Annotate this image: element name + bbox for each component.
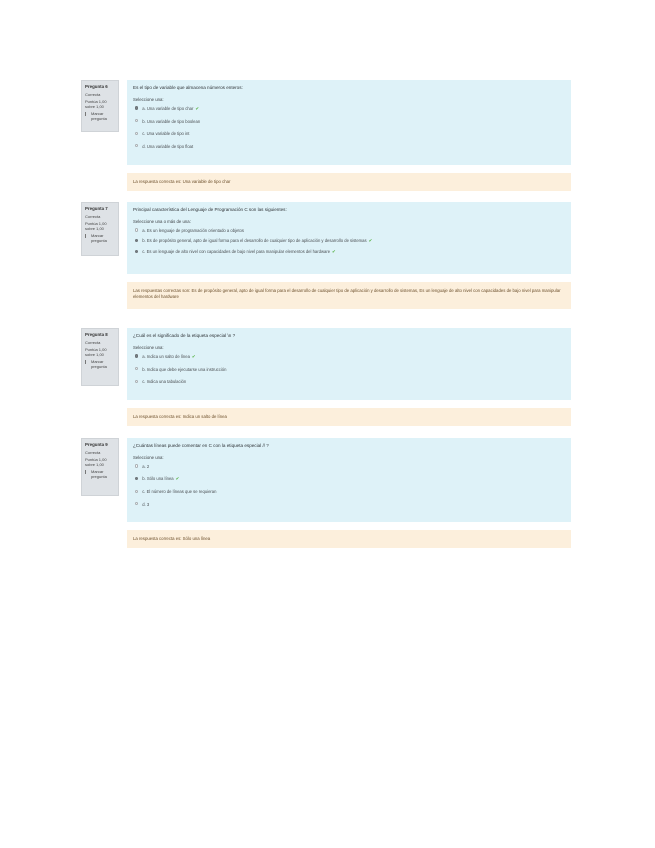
answer-option-label: b. Una variable de tipo boolean xyxy=(142,118,201,124)
question-info-panel xyxy=(81,80,119,132)
question-content xyxy=(127,80,571,191)
correct-check-icon: ✔ xyxy=(368,238,373,244)
flag-question-link[interactable] xyxy=(85,359,115,369)
radio-button[interactable] xyxy=(135,119,138,122)
question-formulation xyxy=(127,202,571,274)
question-formulation xyxy=(127,328,571,400)
question-state: Correcta xyxy=(85,91,101,97)
question-info-panel xyxy=(81,438,119,496)
answer-option[interactable] xyxy=(135,249,565,255)
question-number: Pregunta 8 xyxy=(85,332,108,337)
answer-prompt: Seleccione una o más de una: xyxy=(133,218,191,224)
answer-option-label: c. Indica una tabulación xyxy=(142,379,187,385)
flag-label: Marcar pregunta xyxy=(91,359,107,370)
flag-icon xyxy=(85,234,89,238)
answer-option-label: a. Una variable de tipo char xyxy=(142,105,194,111)
checkbox[interactable] xyxy=(135,228,138,231)
checkbox-checked[interactable] xyxy=(135,239,138,242)
question-text: Principal característica del Lenguaje de Programación C son las siguientes: xyxy=(133,207,287,212)
question-content xyxy=(127,328,571,426)
correct-answer-feedback: Las respuestas correctas son: Es de propósito general, apto de igual forma para el desarrollo de cualquier tipo de aplicación y desarrollo de sistemas, Es un lenguaje de alto nivel con capacidades de bajo nivel para manipular elementos del hardware xyxy=(127,282,571,309)
answer-prompt: Seleccione una: xyxy=(133,454,164,460)
answer-option[interactable] xyxy=(135,379,565,384)
radio-button[interactable] xyxy=(135,144,138,147)
correct-answer-feedback: La respuesta correcta es: Indica un salto de línea xyxy=(127,408,571,426)
flag-label: Marcar pregunta xyxy=(91,233,107,244)
radio-button-selected[interactable] xyxy=(135,477,138,480)
question-state: Correcta xyxy=(85,449,101,455)
question-content xyxy=(127,202,571,309)
correct-check-icon: ✔ xyxy=(175,476,180,482)
question-grade: Puntúa 1,00 sobre 1,00 xyxy=(85,220,107,231)
answer-option[interactable] xyxy=(135,238,565,244)
question-info-panel xyxy=(81,328,119,386)
flag-question-link[interactable] xyxy=(85,469,115,479)
question-grade: Puntúa 1,00 sobre 1,00 xyxy=(85,346,107,357)
answer-option-label: d. 3 xyxy=(142,501,150,507)
question-formulation xyxy=(127,80,571,165)
flag-icon xyxy=(85,470,89,474)
answer-option[interactable] xyxy=(135,131,565,136)
radio-button[interactable] xyxy=(135,502,138,505)
correct-answer-feedback: La respuesta correcta es: Sólo una línea xyxy=(127,530,571,548)
answer-option[interactable] xyxy=(135,476,565,482)
answer-option-label: b. Indica que debe ejecutarse una instrucción xyxy=(142,366,227,372)
question-grade: Puntúa 1,00 sobre 1,00 xyxy=(85,98,107,109)
answer-option-label: c. Es un lenguaje de alto nivel con capacidades de bajo nivel para manipular elementos del hardware xyxy=(142,249,331,255)
answer-option[interactable] xyxy=(135,502,565,507)
question-number: Pregunta 9 xyxy=(85,442,108,447)
radio-button-selected[interactable] xyxy=(135,106,138,109)
question-content xyxy=(127,438,571,548)
answer-option[interactable] xyxy=(135,106,565,112)
answer-option-label: a. Es un lenguaje de programación orientado a objetos xyxy=(142,227,244,233)
answer-list xyxy=(133,464,565,507)
radio-button[interactable] xyxy=(135,132,138,135)
answer-option[interactable] xyxy=(135,489,565,494)
answer-option-label: c. El número de líneas que se requieran xyxy=(142,489,217,495)
radio-button[interactable] xyxy=(135,464,138,467)
radio-button[interactable] xyxy=(135,367,138,370)
flag-icon xyxy=(85,112,89,116)
answer-option[interactable] xyxy=(135,144,565,149)
flag-label: Marcar pregunta xyxy=(91,111,107,122)
correct-check-icon: ✔ xyxy=(191,353,196,359)
flag-question-link[interactable] xyxy=(85,111,115,121)
question-formulation xyxy=(127,438,571,522)
radio-button[interactable] xyxy=(135,380,138,383)
answer-option[interactable] xyxy=(135,228,565,233)
question-state: Correcta xyxy=(85,213,101,219)
question-number: Pregunta 7 xyxy=(85,206,108,211)
answer-list xyxy=(133,354,565,385)
correct-answer-feedback: La respuesta correcta es: Una variable de tipo char xyxy=(127,173,571,191)
question-text: ¿Cuántas líneas puede comentar en C con la etiqueta especial // ? xyxy=(133,443,269,448)
correct-check-icon: ✔ xyxy=(332,249,336,255)
answer-option-label: b. Sólo una línea xyxy=(142,476,174,482)
question-number: Pregunta 6 xyxy=(85,84,108,89)
answer-option[interactable] xyxy=(135,367,565,372)
answer-option[interactable] xyxy=(135,119,565,124)
answer-option[interactable] xyxy=(135,354,565,360)
answer-list xyxy=(133,228,565,255)
flag-question-link[interactable] xyxy=(85,233,115,243)
flag-label: Marcar pregunta xyxy=(91,469,107,480)
answer-option-label: a. 2 xyxy=(142,463,150,469)
question-text: ¿Cuál es el significado de la etiqueta especial \n ? xyxy=(133,333,236,338)
checkbox-checked[interactable] xyxy=(135,250,138,253)
answer-option-label: d. Una variable de tipo float xyxy=(142,143,194,149)
answer-option-label: a. Indica un salto de línea xyxy=(142,353,190,359)
answer-prompt: Seleccione una: xyxy=(133,96,164,102)
answer-option-label: b. Es de propósito general, apto de igual forma para el desarrollo de cualquier tipo de aplicación y desarrollo de sistemas xyxy=(142,238,367,244)
question-grade: Puntúa 1,00 sobre 1,00 xyxy=(85,456,107,467)
answer-option[interactable] xyxy=(135,464,565,469)
question-text: Es el tipo de variable que almacena números enteros: xyxy=(133,85,243,90)
question-info-panel xyxy=(81,202,119,256)
answer-option-label: c. Una variable de tipo int xyxy=(142,131,190,137)
correct-check-icon: ✔ xyxy=(195,105,200,111)
radio-button-selected[interactable] xyxy=(135,354,138,357)
answer-list xyxy=(133,106,565,149)
flag-icon xyxy=(85,360,89,364)
question-state: Correcta xyxy=(85,339,101,345)
radio-button[interactable] xyxy=(135,490,138,493)
answer-prompt: Seleccione una: xyxy=(133,344,164,350)
